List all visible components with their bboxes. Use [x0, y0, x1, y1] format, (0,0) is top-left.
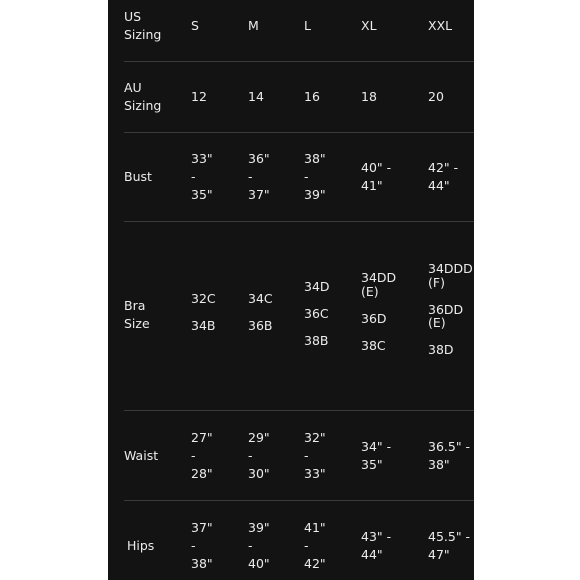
cell-waist-s: 27" - 28" — [191, 430, 213, 481]
cell-au-xl: 18 — [361, 89, 377, 104]
cell-au-l: 16 — [304, 89, 320, 104]
row-divider — [124, 500, 474, 501]
cell-au-s: 12 — [191, 89, 207, 104]
size-chart-panel — [108, 0, 474, 580]
row-label-bust: Bust — [124, 169, 152, 184]
row-label-bra-size: Bra Size — [124, 298, 150, 331]
cell-hips-xl: 43" - 44" — [361, 529, 392, 562]
cell-bust-m: 36" - 37" — [248, 151, 270, 202]
cell-bra-xxl: 34DDD (F) 36DD (E) 38D — [428, 261, 473, 357]
cell-us-m: M — [248, 18, 259, 33]
row-label-us-sizing: US Sizing — [124, 9, 162, 42]
cell-us-s: S — [191, 18, 199, 33]
cell-au-xxl: 20 — [428, 89, 444, 104]
cell-hips-s: 37" - 38" — [191, 520, 213, 571]
row-divider — [124, 132, 474, 133]
cell-bust-xxl: 42" - 44" — [428, 160, 459, 193]
cell-bra-xl: 34DD (E) 36D 38C — [361, 270, 397, 353]
cell-bust-s: 33" - 35" — [191, 151, 213, 202]
cell-hips-l: 41" - 42" — [304, 520, 326, 571]
row-label-waist: Waist — [124, 448, 159, 463]
cell-hips-xxl: 45.5" - 47" — [428, 529, 471, 562]
cell-bra-l: 34D 36C 38B — [304, 279, 330, 348]
row-label-hips: Hips — [127, 538, 155, 553]
row-divider — [124, 410, 474, 411]
cell-waist-m: 29" - 30" — [248, 430, 270, 481]
cell-au-m: 14 — [248, 89, 264, 104]
cell-bra-m: 34C 36B — [248, 291, 273, 333]
row-divider — [124, 221, 474, 222]
cell-bust-l: 38" - 39" — [304, 151, 326, 202]
row-label-au-sizing: AU Sizing — [124, 80, 162, 113]
row-divider — [124, 61, 474, 62]
cell-us-l: L — [304, 18, 311, 33]
cell-waist-xxl: 36.5" - 38" — [428, 439, 471, 472]
cell-us-xxl: XXL — [428, 18, 453, 33]
cell-bra-s: 32C 34B — [191, 291, 216, 333]
cell-us-xl: XL — [361, 18, 377, 33]
cell-waist-l: 32" - 33" — [304, 430, 326, 481]
cell-hips-m: 39" - 40" — [248, 520, 270, 571]
cell-bust-xl: 40" - 41" — [361, 160, 392, 193]
cell-waist-xl: 34" - 35" — [361, 439, 392, 472]
